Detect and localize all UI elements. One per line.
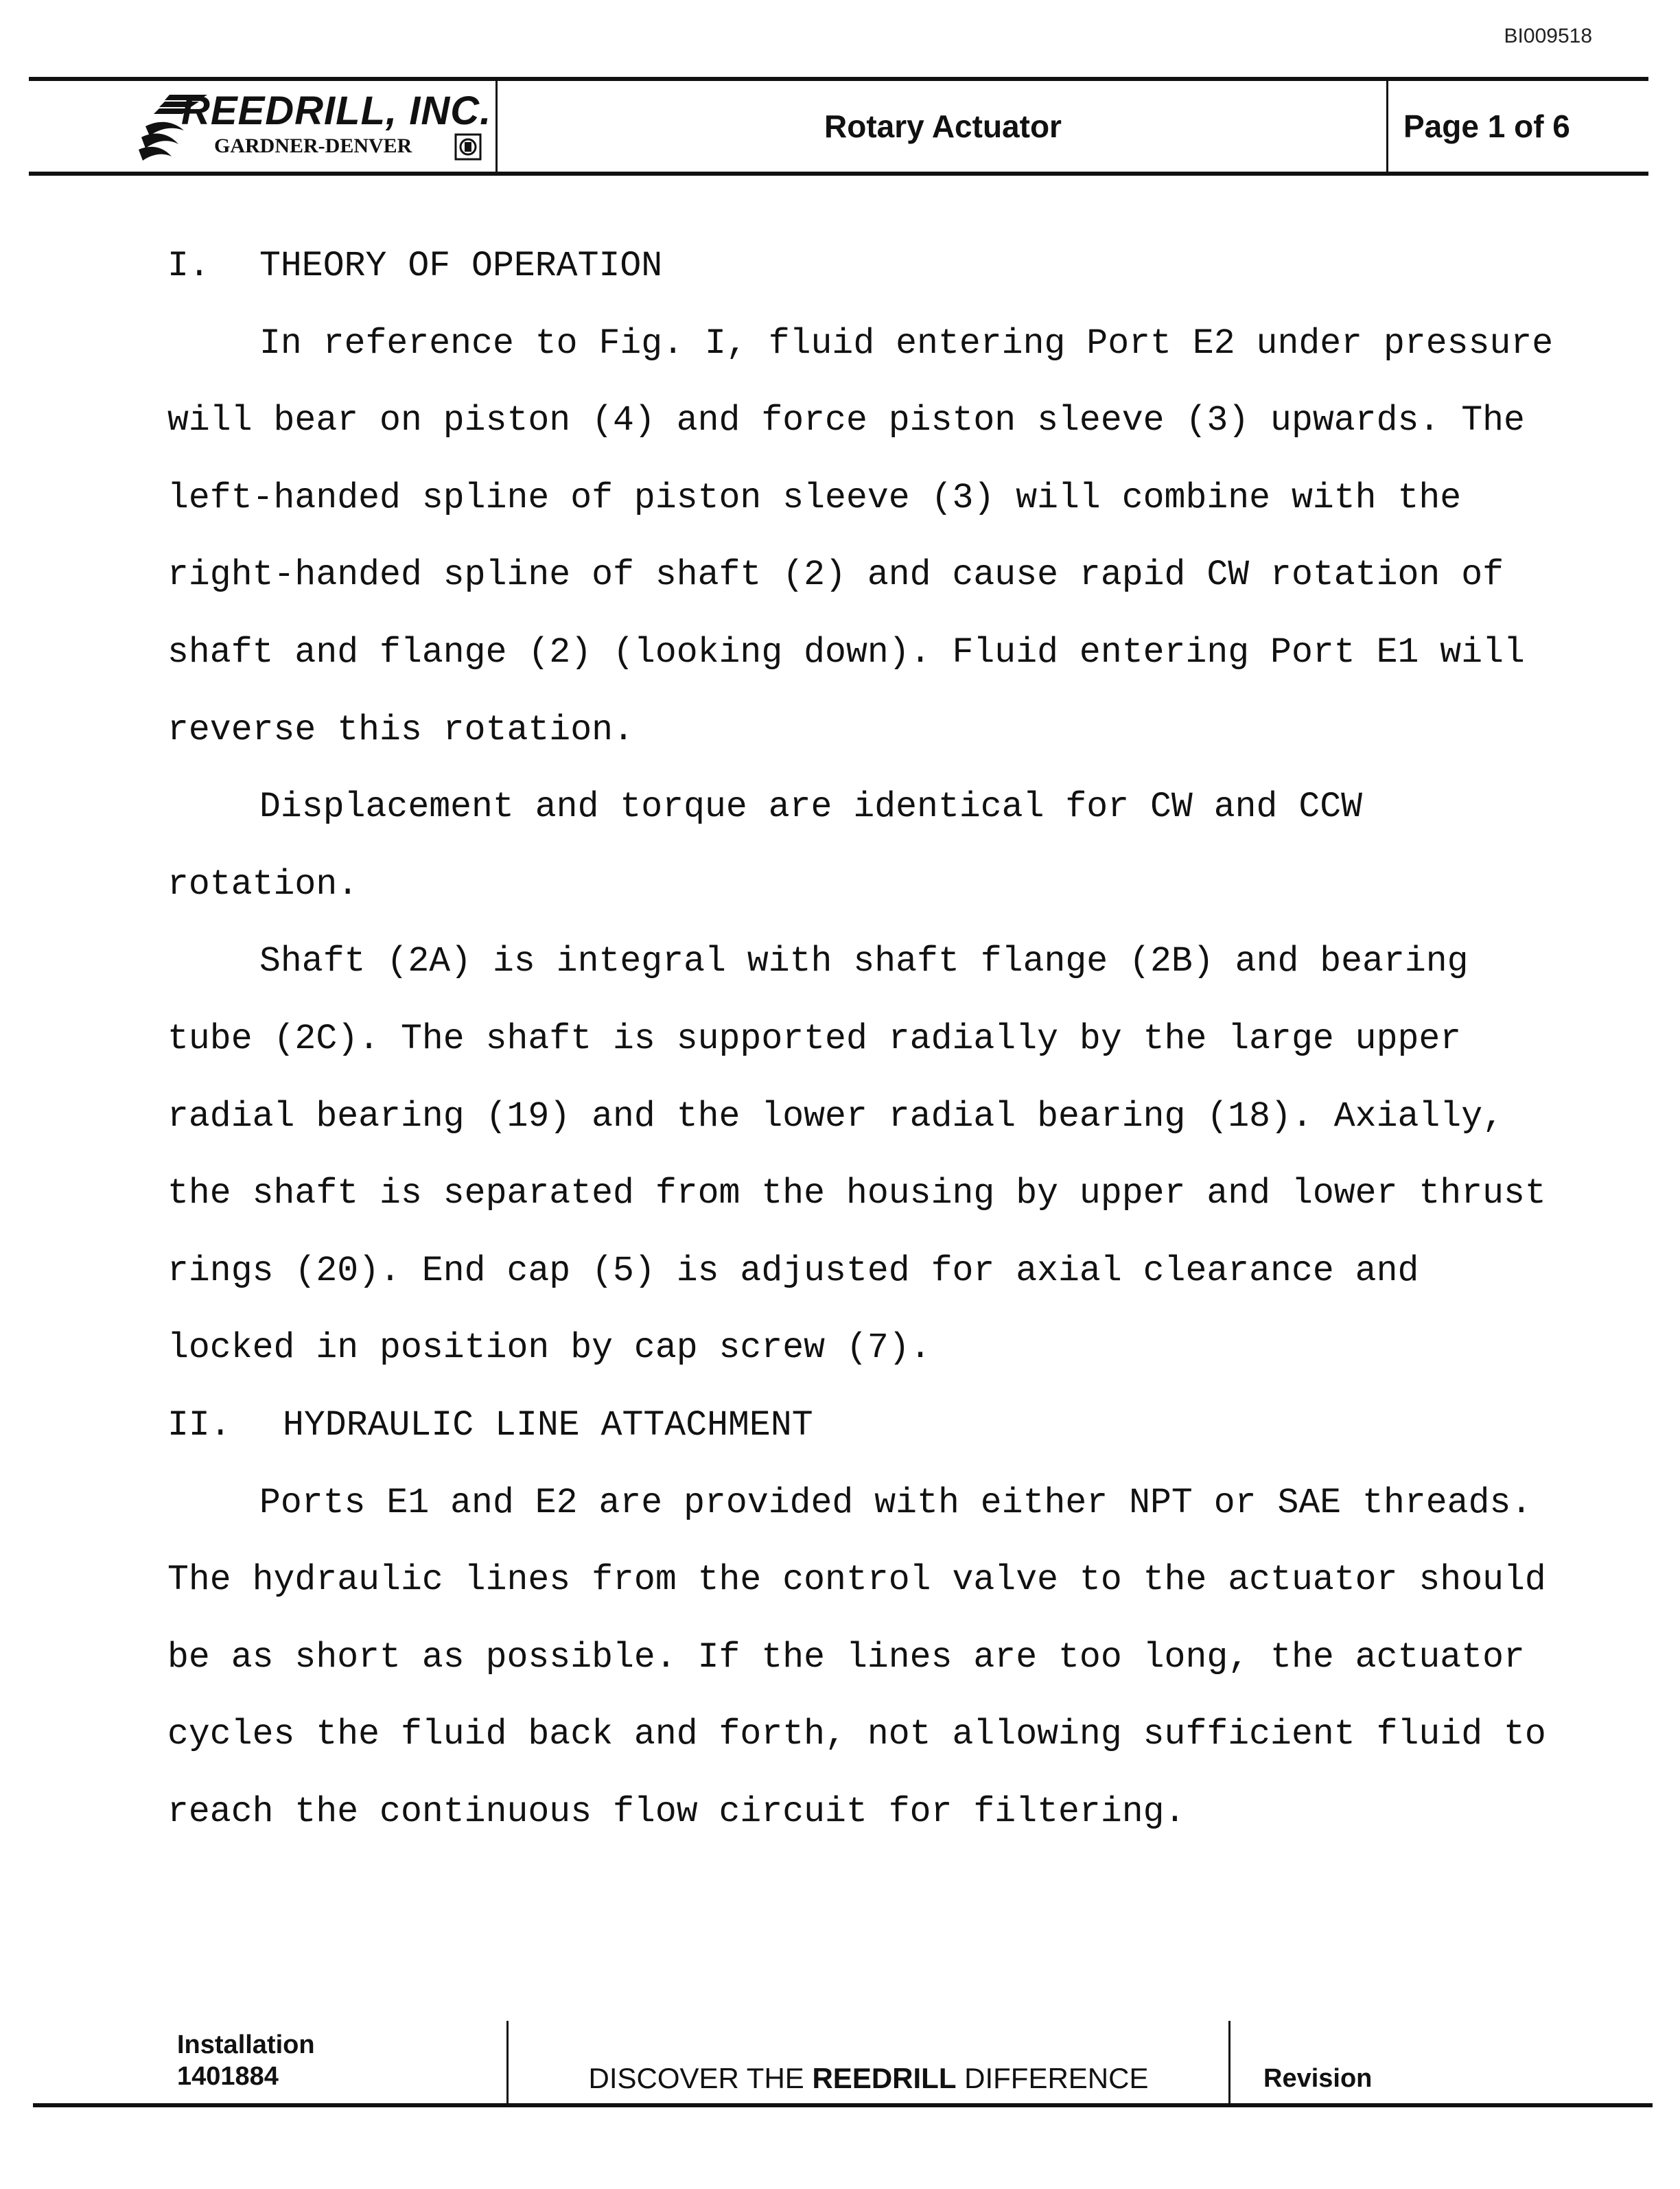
parent-company: GARDNER-DENVER <box>214 135 412 157</box>
paragraph: Displacement and torque are identical for CW and CCW rotation. <box>167 787 1363 905</box>
footer-slogan <box>506 2021 1228 2103</box>
page-header <box>29 77 1648 176</box>
company-logo <box>29 81 495 172</box>
page-footer <box>33 2021 1653 2107</box>
section-number: I. <box>167 246 210 286</box>
paragraph: Ports E1 and E2 are provided with either NPT or SAE threads. The hydraulic lines from the control valve to the actuator should be as short as possible. If the lines are too long, the actuator cycles the fluid back and forth, not allowing sufficient fluid to reach the continuous flow circuit for filtering. <box>167 1483 1546 1832</box>
footer-part-number: 1401884 <box>177 2062 279 2091</box>
paragraph: In reference to Fig. I, fluid entering Port E2 under pressure will bear on piston (4) and force piston sleeve (3) upwards. The left-handed spline of piston sleeve (3) will combine with the right-handed spline of shaft (2) and cause rapid CW rotation of shaft and flange (2) (looking down). Fluid entering Port E1 will reverse this rotation. <box>167 323 1554 750</box>
slogan-brand: REEDRILL <box>812 2062 957 2094</box>
section-heading <box>167 1387 1554 1465</box>
paragraph: Shaft (2A) is integral with shaft flange (2B) and bearing tube (2C). The shaft is supported radially by the large upper radial bearing (19) and the lower radial bearing (18). Axially, the shaft is separated from the housing by upper and lower thrust rings (20). End cap (5) is adjusted for axial clearance and locked in position by cap screw (7). <box>167 942 1546 1369</box>
document-id: BI009518 <box>1504 25 1592 47</box>
section-title: THEORY OF OPERATION <box>259 246 663 286</box>
company-name: REEDRILL, INC. <box>181 89 492 133</box>
footer-document-info <box>33 2021 506 2103</box>
page-number: Page 1 of 6 <box>1386 81 1648 172</box>
slogan-prefix: DISCOVER THE <box>588 2062 813 2094</box>
footer-category: Installation <box>177 2030 315 2059</box>
gardner-denver-badge-icon <box>454 133 482 161</box>
section-number: II. <box>167 1405 231 1446</box>
section-heading <box>167 228 1554 305</box>
document-body <box>167 228 1554 1851</box>
footer-revision: Revision <box>1228 2021 1653 2103</box>
document-title: Rotary Actuator <box>495 81 1388 172</box>
slogan-suffix: DIFFERENCE <box>956 2062 1149 2094</box>
section-title: HYDRAULIC LINE ATTACHMENT <box>283 1405 813 1446</box>
